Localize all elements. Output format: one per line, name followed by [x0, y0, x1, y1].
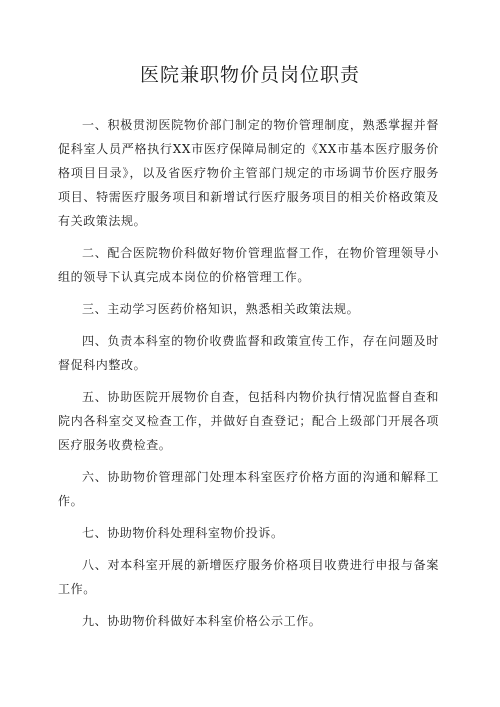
document-body	[58, 113, 439, 641]
duty-paragraph-1: 一、积极贯沏医院物价部门制定的物价管理制度，熟悉掌握并督促科室人员严格执行XX市医疗保障局制定的《XX市基本医疗服务价格项目目录》，以及省医疗物价主管部门规定的市场调节价医疗服务项目、特需医疗服务项目和新增试行医疗服务项目的相关价格政策及有关政策法规。	[58, 118, 439, 228]
duty-paragraph-2: 二、配合医院物价科做好物价管理监督工作，在物价管理领导小组的领导下认真完成本岗位的价格管理工作。	[58, 246, 439, 284]
duty-paragraph-9: 九、协助物价科做好本科室价格公示工作。	[82, 614, 322, 628]
duty-paragraph-8: 八、对本科室开展的新增医疗服务价格项目收费进行申报与备案工作。	[58, 558, 439, 596]
duty-paragraph-4: 四、负责本科室的物价收费监督和政策宣传工作，存在问题及时督促科内整改。	[58, 334, 439, 372]
duty-paragraph-6: 六、协助物价管理部门处理本科室医疗价格方面的沟通和解释工作。	[58, 470, 439, 508]
duty-paragraph-7: 七、协助物价科处理科室物价投诉。	[82, 526, 284, 540]
duty-paragraph-3: 三、主动学习医药价格知识，熟悉相关政策法规。	[82, 302, 360, 316]
duty-paragraph-5: 五、协助医院开展物价自查，包括科内物价执行情况监督自查和院内各科室交叉检查工作，并做好自查登记；配合上级部门开展各项医疗服务收费检查。	[58, 390, 439, 452]
document-title: 医院兼职物价员岗位职责	[139, 64, 360, 86]
